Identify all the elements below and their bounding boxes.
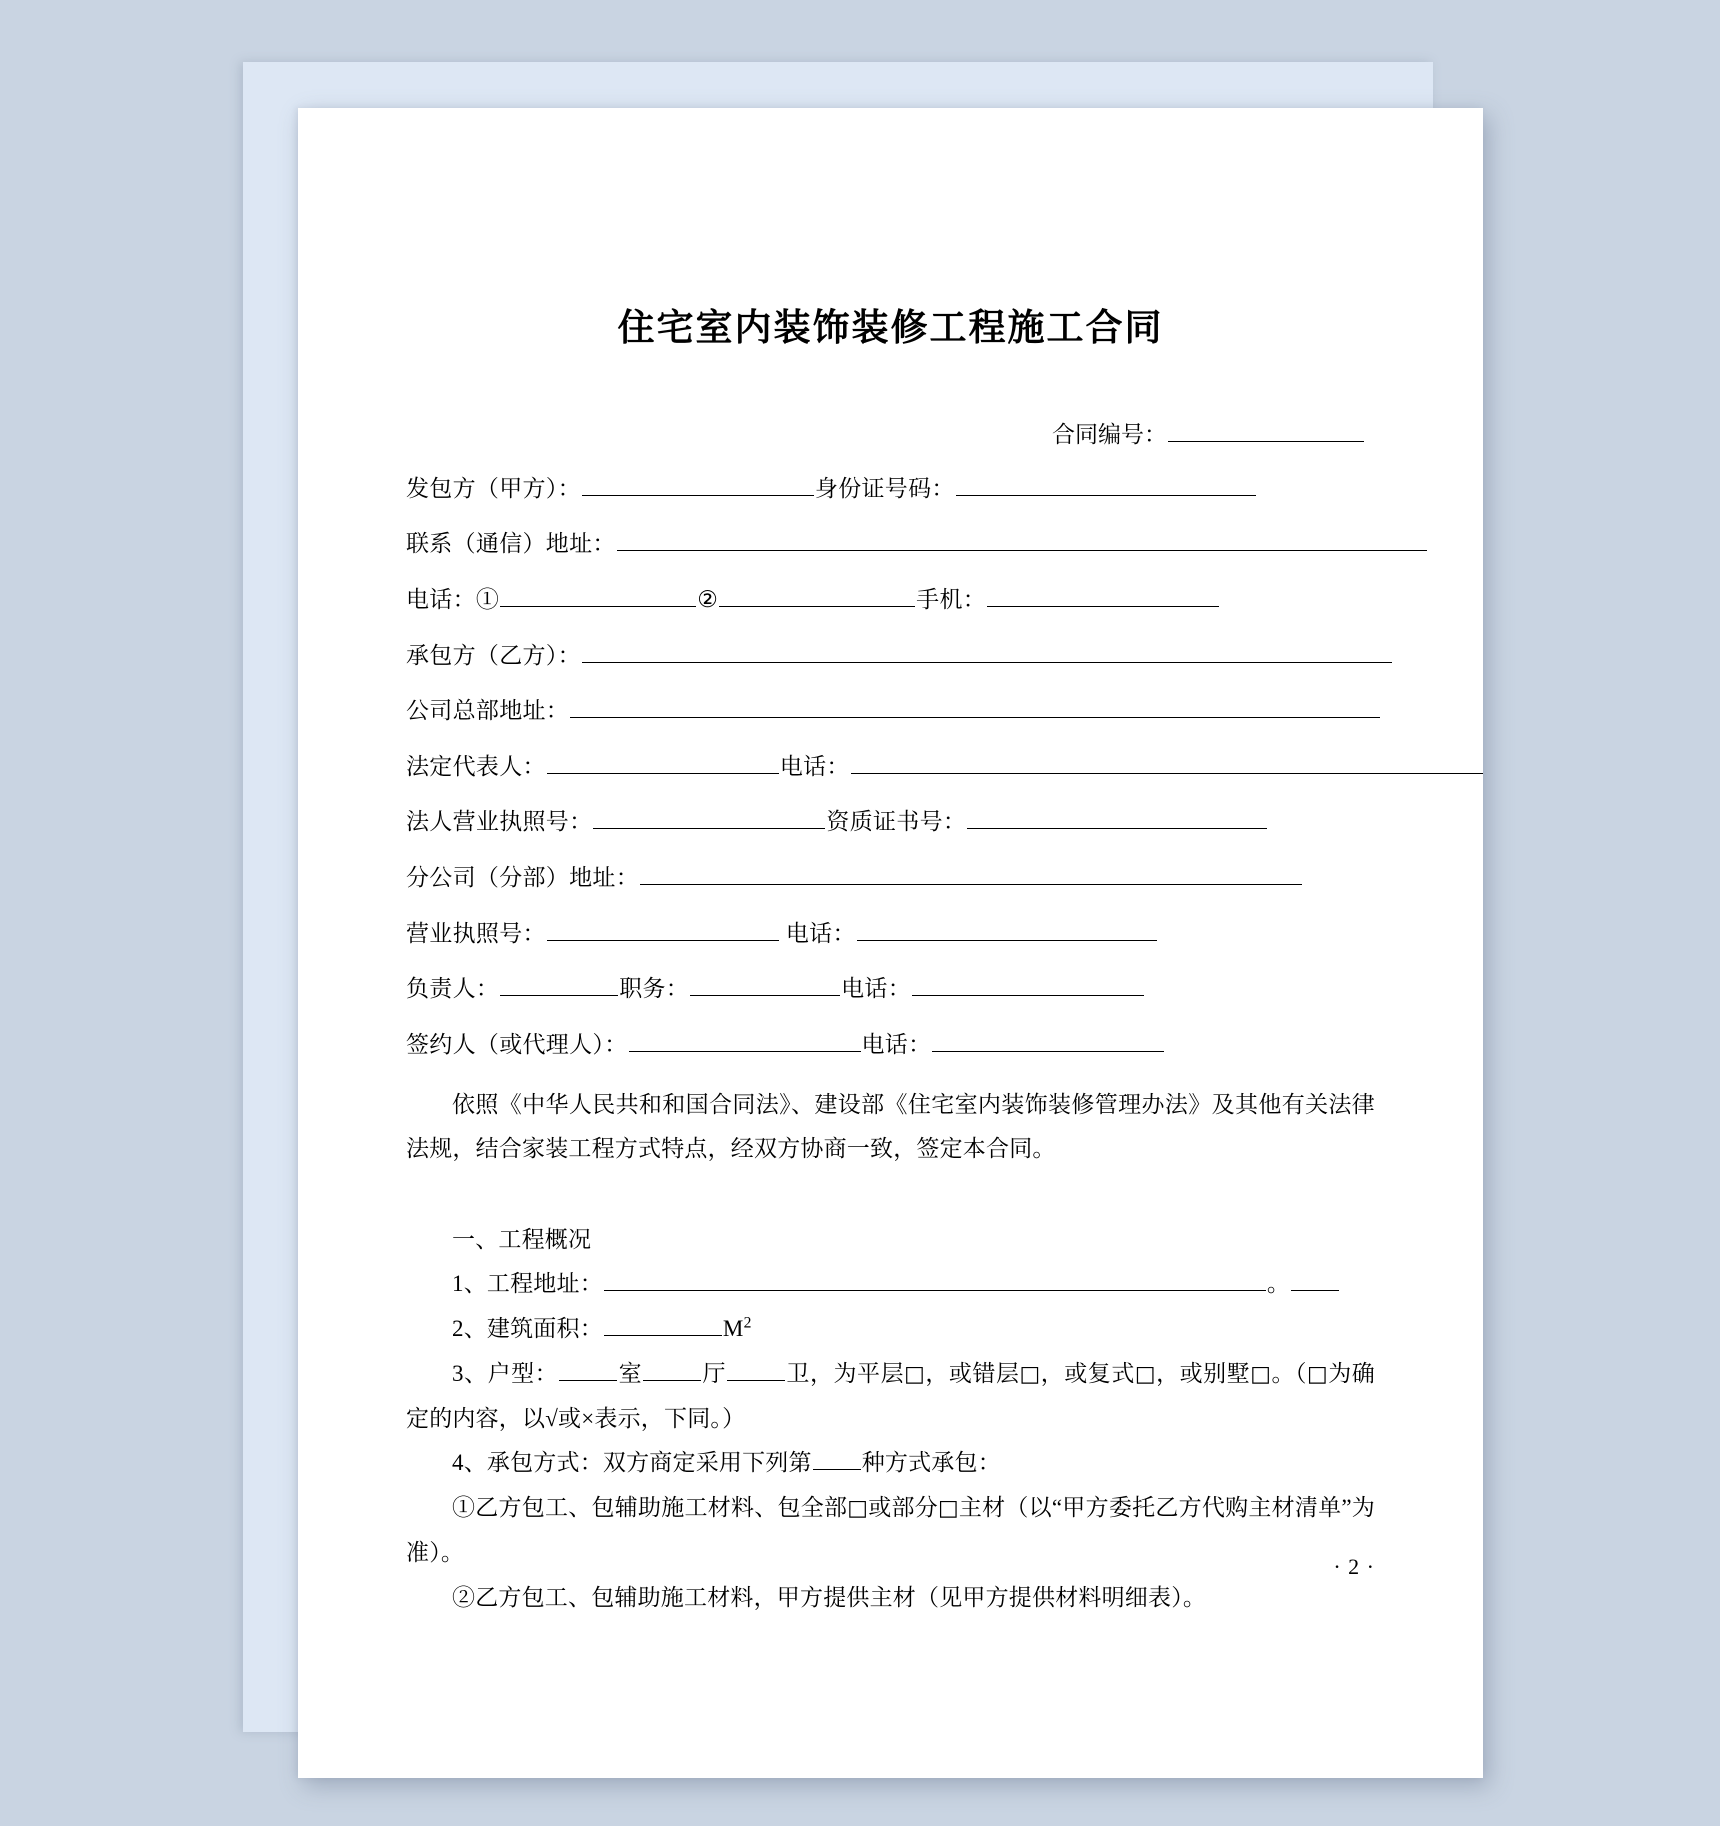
qualification-cert-blank[interactable]	[967, 805, 1267, 829]
branch-phone-label: 电话：	[785, 920, 856, 946]
item-contract-method	[406, 1441, 1375, 1486]
note-text: 为确定的内容，以√或×表示，下同。）	[406, 1360, 1375, 1431]
responsible-person-label: 负责人：	[406, 976, 500, 1002]
item-1-suffix: 。	[1266, 1271, 1291, 1297]
branch-license-label: 营业执照号：	[406, 920, 546, 946]
item-contract-option-1	[406, 1486, 1375, 1576]
bath-count-blank[interactable]	[727, 1357, 785, 1381]
item-project-address	[406, 1262, 1375, 1307]
contract-method-blank[interactable]	[813, 1446, 861, 1470]
form-row-branch-address	[406, 860, 1375, 896]
business-license-label: 法人营业执照号：	[406, 809, 593, 835]
form-row-business-license	[406, 804, 1375, 840]
room-count-blank[interactable]	[559, 1357, 617, 1381]
form-row-signer	[406, 1027, 1375, 1063]
hall-count-blank[interactable]	[643, 1357, 701, 1381]
phone-1-blank[interactable]	[500, 583, 696, 607]
form-row-branch-license	[406, 916, 1375, 952]
page-title: 住宅室内装饰装修工程施工合同	[617, 307, 1164, 348]
page-number-footer: · 2 ·	[1333, 1554, 1375, 1579]
branch-phone-blank[interactable]	[857, 917, 1157, 941]
item-building-area	[406, 1307, 1375, 1352]
branch-license-blank[interactable]	[547, 917, 779, 941]
checkbox-flat[interactable]: □	[904, 1361, 926, 1387]
item-2-label: 2、建筑面积：	[452, 1315, 603, 1341]
business-license-blank[interactable]	[593, 805, 825, 829]
responsible-phone-label: 电话：	[841, 976, 912, 1002]
head-office-address-label: 公司总部地址：	[406, 698, 570, 724]
section-heading-1: 一、工程概况	[452, 1227, 592, 1253]
form-row-responsible-person	[406, 971, 1375, 1007]
form-row-phones	[406, 582, 1375, 618]
checkbox-villa[interactable]: □	[1250, 1361, 1272, 1387]
party-b-label: 承包方（乙方）：	[406, 642, 581, 668]
option-1-text-c: 主材（以“甲方委托乙方代购主材清单”为准）。	[406, 1495, 1375, 1566]
party-a-blank[interactable]	[582, 472, 814, 496]
checkbox-legend-icon: □	[1307, 1361, 1329, 1387]
split-level-text: ，或错层	[925, 1360, 1020, 1386]
legal-rep-phone-label: 电话：	[779, 753, 850, 779]
checkbox-all-main-material[interactable]: □	[847, 1496, 869, 1522]
checkbox-duplex[interactable]: □	[1134, 1361, 1157, 1387]
page-content	[298, 108, 1483, 1778]
form-row-party-a	[406, 471, 1375, 507]
qualification-cert-label: 资质证书号：	[826, 809, 967, 835]
area-unit-superscript: 2	[743, 1314, 752, 1332]
note-open: 。（	[1271, 1360, 1308, 1386]
signer-blank[interactable]	[629, 1028, 861, 1052]
signer-phone-label: 电话：	[861, 1032, 932, 1057]
checkbox-partial-main-material[interactable]: □	[937, 1496, 959, 1522]
bath-unit-and-flat: 卫，为平层	[786, 1360, 905, 1386]
preamble-paragraph: 依照《中华人民共和和国合同法》、建设部《住宅室内装饰装修管理办法》及其他有关法律法规，结合家装工程方式特点，经双方协商一致，签定本合同。	[406, 1091, 1375, 1162]
position-label: 职务：	[619, 976, 690, 1002]
item-1-label: 1、工程地址：	[452, 1271, 603, 1297]
room-unit: 室	[618, 1360, 643, 1386]
mobile-blank[interactable]	[987, 583, 1219, 607]
form-row-party-b	[406, 638, 1375, 674]
responsible-phone-blank[interactable]	[912, 972, 1144, 996]
id-number-label: 身份证号码：	[814, 475, 955, 501]
area-unit: M	[722, 1315, 744, 1341]
contact-address-label: 联系（通信）地址：	[406, 531, 616, 557]
branch-address-label: 分公司（分部）地址：	[406, 865, 639, 891]
contract-number-line	[406, 418, 1365, 453]
position-blank[interactable]	[690, 972, 840, 996]
item-3-label: 3、户型：	[452, 1360, 559, 1386]
legal-rep-phone-blank[interactable]	[851, 750, 1483, 774]
signer-phone-blank[interactable]	[932, 1028, 1164, 1052]
form-row-legal-rep	[406, 749, 1375, 785]
building-area-blank[interactable]	[604, 1312, 722, 1336]
party-a-label: 发包方（甲方）：	[406, 475, 581, 501]
signer-label: 签约人（或代理人）：	[406, 1032, 628, 1057]
id-number-blank[interactable]	[956, 472, 1256, 496]
spacer	[406, 1172, 1375, 1218]
contract-number-label: 合同编号：	[1052, 422, 1167, 448]
item-4-label: 4、承包方式：双方商定采用下列第	[452, 1450, 812, 1476]
contract-number-blank[interactable]	[1168, 418, 1364, 442]
form-row-head-office-address	[406, 693, 1375, 729]
phone-2-blank[interactable]	[719, 583, 915, 607]
contact-address-blank[interactable]	[617, 527, 1427, 551]
item-4-suffix: 种方式承包：	[861, 1450, 1001, 1476]
checkbox-split-level[interactable]: □	[1019, 1361, 1041, 1387]
option-1-text-b: 或部分	[868, 1495, 938, 1521]
form-row-contact-address	[406, 526, 1375, 562]
party-b-blank[interactable]	[582, 639, 1392, 663]
item-house-type	[406, 1352, 1375, 1442]
option-1-text-a: ①乙方包工、包辅助施工材料、包全部	[452, 1495, 848, 1521]
document-page[interactable]	[298, 108, 1483, 1778]
hall-unit: 厅	[702, 1360, 727, 1386]
project-address-blank[interactable]	[604, 1267, 1266, 1291]
legal-rep-label: 法定代表人：	[406, 753, 546, 779]
phone-marker-2: ②	[697, 586, 719, 612]
villa-text: ，或别墅	[1156, 1360, 1251, 1386]
item-contract-option-2: ②乙方包工、包辅助施工材料，甲方提供主材（见甲方提供材料明细表）。	[452, 1584, 1207, 1610]
phone-label: 电话：	[406, 586, 476, 612]
project-address-extra-blank[interactable]	[1291, 1267, 1339, 1291]
phone-marker-1: ①	[475, 586, 500, 612]
duplex-text: ，或复式	[1040, 1360, 1135, 1386]
branch-address-blank[interactable]	[640, 861, 1302, 885]
responsible-person-blank[interactable]	[500, 972, 618, 996]
head-office-address-blank[interactable]	[570, 694, 1380, 718]
mobile-label: 手机：	[916, 586, 987, 612]
legal-rep-blank[interactable]	[547, 750, 779, 774]
